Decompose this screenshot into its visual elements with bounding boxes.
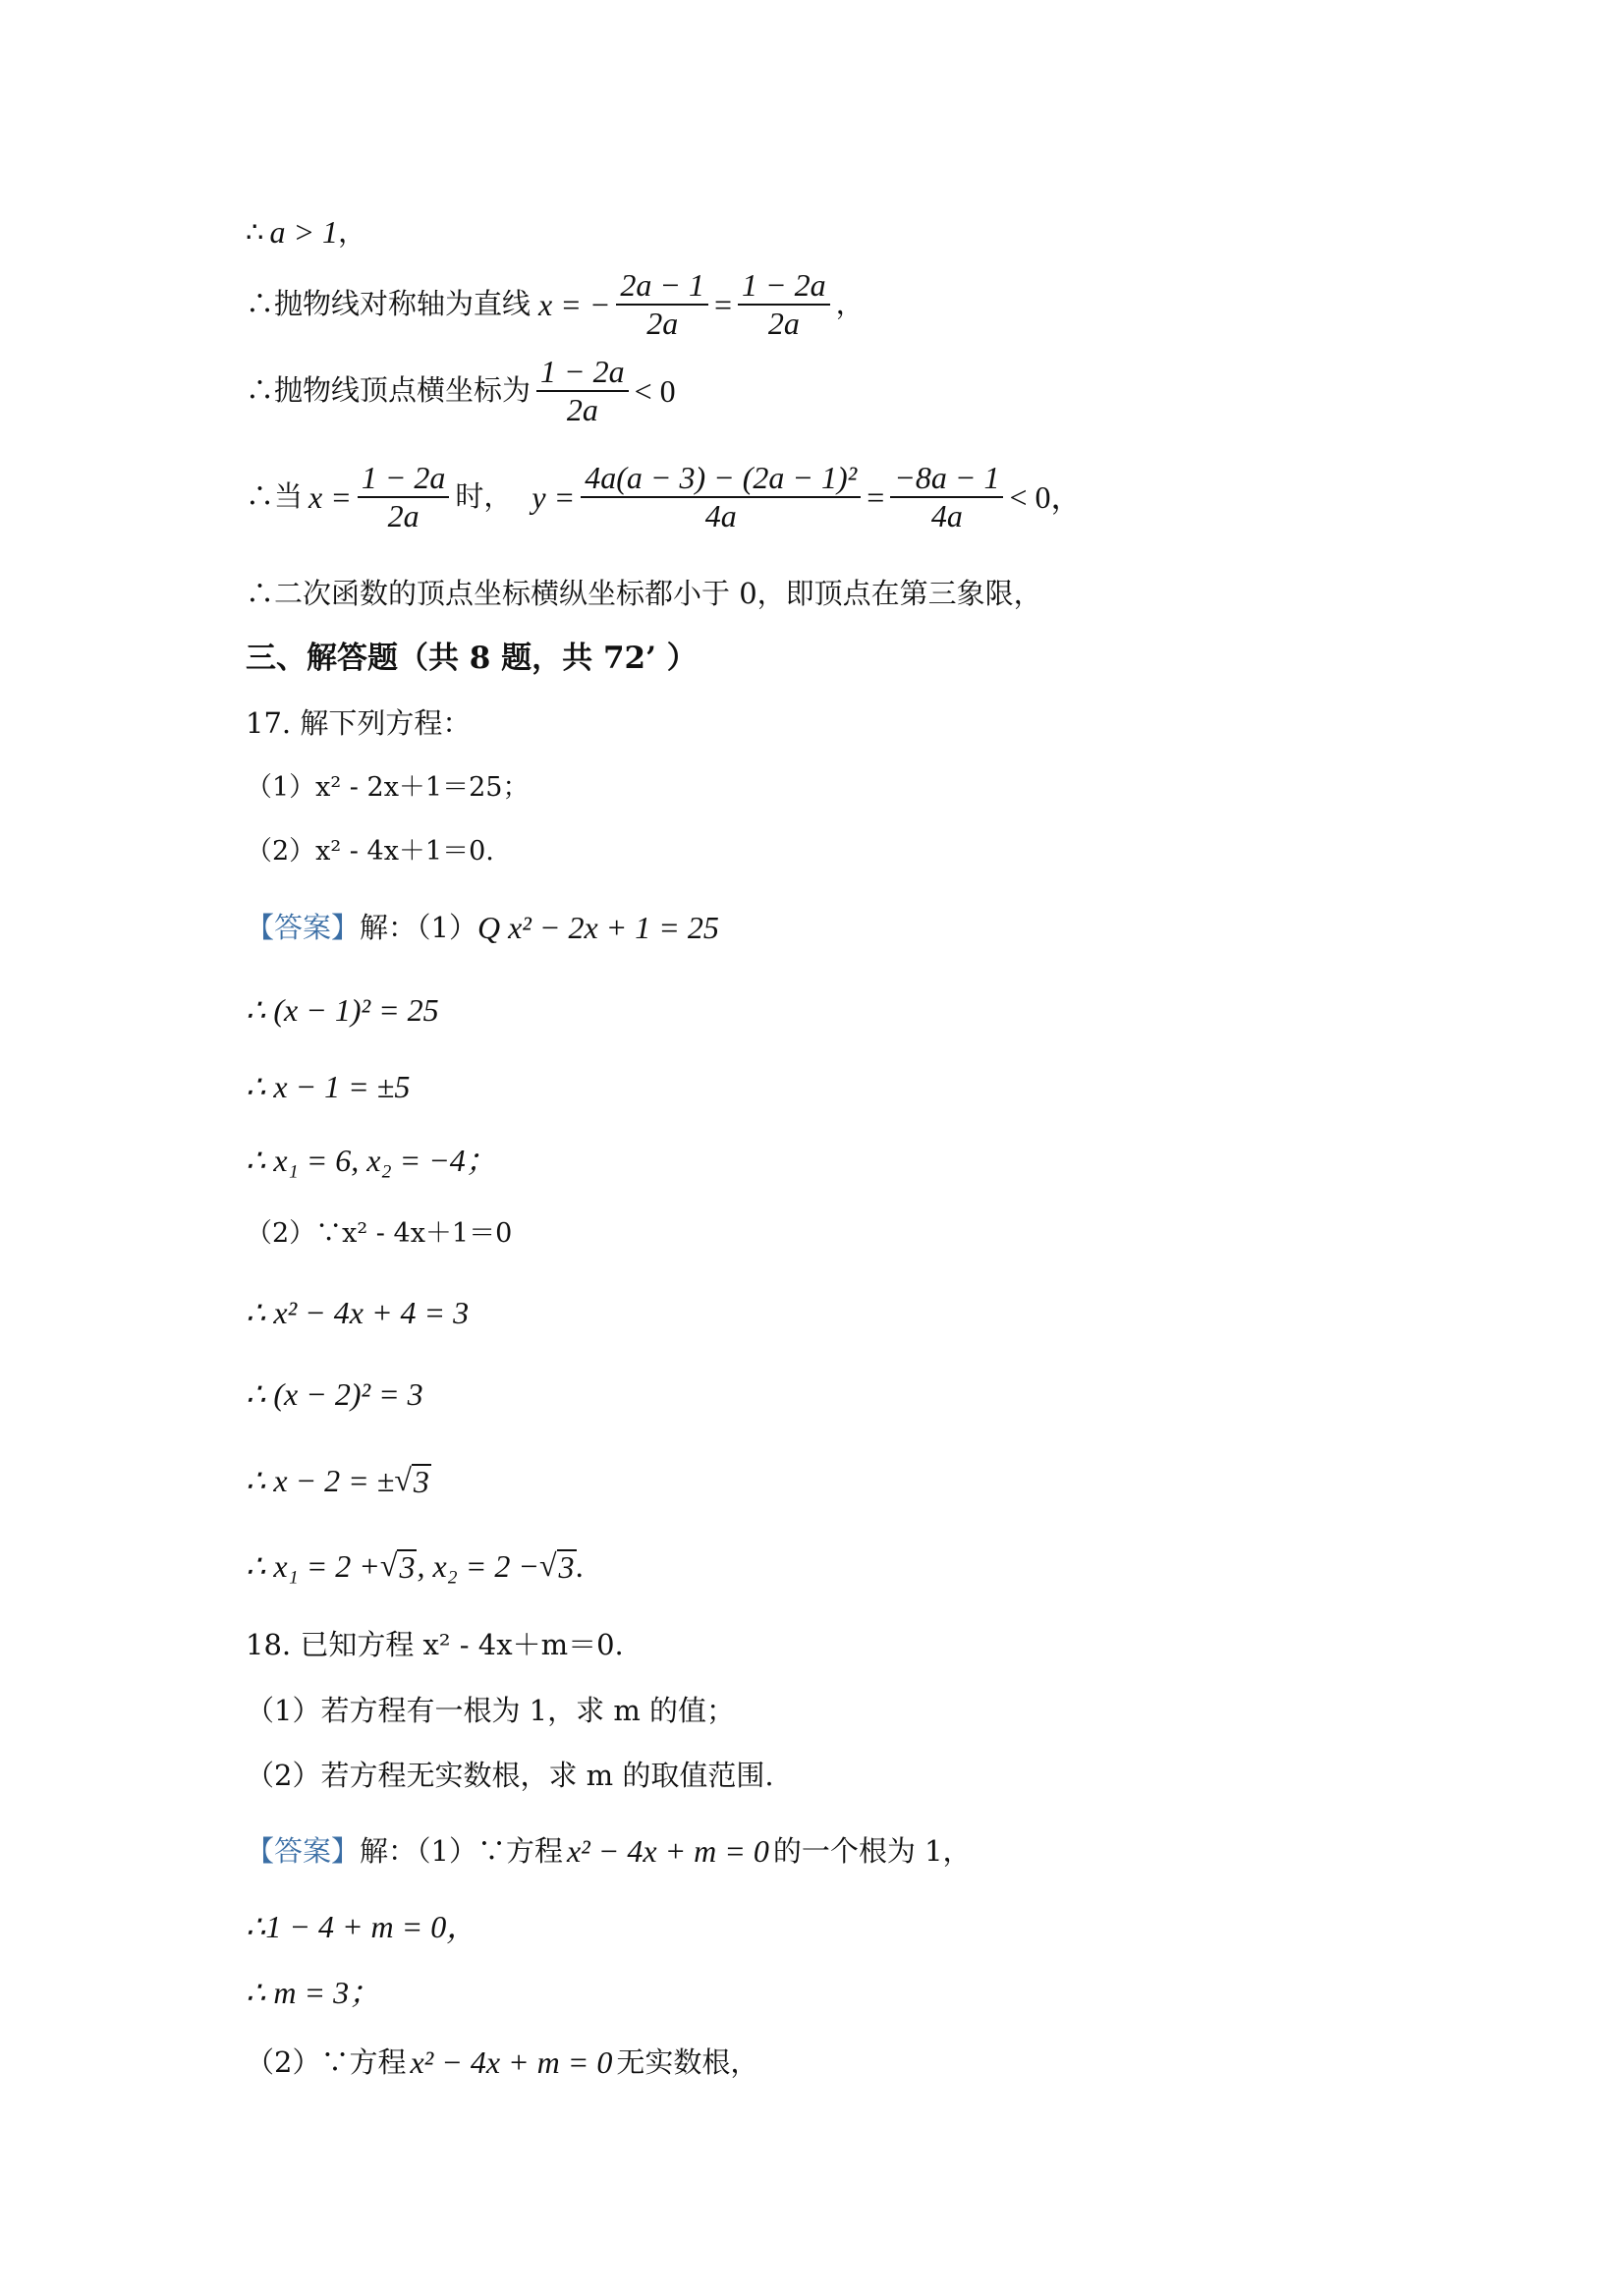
solution-line: [246, 1464, 431, 1497]
question-part: [246, 774, 529, 801]
answer-text: 解：（1）: [360, 910, 477, 944]
math-expression: ∴ x − 2 = ±: [246, 1463, 395, 1498]
question-text: （1）x² - 2x＋1＝25；: [246, 772, 530, 803]
fraction-numerator: −8a − 1: [894, 460, 1000, 495]
solution-line: [246, 267, 865, 342]
solution-line: [246, 1297, 469, 1328]
fraction-numerator: 1 − 2a: [361, 460, 446, 495]
equals-sign: =: [867, 478, 885, 515]
square-root: √ 3: [394, 1462, 429, 1499]
question-title: [246, 706, 472, 740]
question-text: 17. 解下列方程：: [246, 706, 472, 740]
math-expression: x² − 4x + m = 0: [410, 2044, 613, 2080]
radicand: 3: [399, 1549, 416, 1585]
math-expression: （2）∵x² - 4x＋1＝0: [246, 1218, 513, 1249]
line-text: ∴当: [246, 479, 304, 514]
solution-line: [246, 577, 1042, 610]
radicand: 3: [558, 1549, 575, 1585]
solution-line: [246, 994, 439, 1026]
fraction-denominator: 4a: [704, 497, 737, 533]
math-expression: ∴1 − 4 + m = 0，: [246, 1909, 478, 1944]
math-expression: y =: [532, 478, 576, 515]
solution-line: [246, 1911, 477, 1942]
fraction: [358, 460, 450, 534]
math-expression: ∴ (x − 1)² = 25: [246, 992, 439, 1028]
fraction-denominator: 2a: [387, 497, 420, 533]
answer-text: 解：（1）∵方程: [360, 1833, 563, 1868]
math-expression: ∴ x² − 4x + 4 = 3: [246, 1295, 470, 1330]
solution-line: [246, 1549, 585, 1583]
solution-line: [246, 1145, 497, 1176]
math-expression: x = −: [538, 286, 611, 322]
question-part: [246, 1694, 736, 1727]
question-part: [246, 1759, 774, 1792]
question-text: （1）若方程有一根为 1，求 m 的值；: [246, 1694, 736, 1727]
fraction-denominator: 4a: [930, 497, 963, 533]
question-text: （2）x² - 4x＋1＝0.: [246, 836, 494, 867]
math-expression: ∴ x − 1 = ±5: [246, 1069, 411, 1104]
solution-line: [246, 2046, 758, 2078]
heading-text: 三、解答题（共 8 题，共 72’ ）: [246, 641, 698, 676]
therefore-symbol: ∴: [246, 214, 264, 249]
section-heading: [246, 641, 698, 676]
math-expression: ∴ (x − 2)² = 3: [246, 1376, 423, 1412]
question-text: （2）若方程无实数根，求 m 的取值范围.: [246, 1759, 774, 1792]
math-expression: ∴ x₁ = 2 +: [246, 1548, 380, 1584]
math-expression: < 0: [634, 372, 676, 409]
solution-line: [246, 216, 366, 248]
answer-text: 的一个根为 1，: [772, 1833, 972, 1868]
solution-line: [246, 1071, 410, 1102]
math-expression: , x₂ = 2 −: [417, 1548, 539, 1584]
fraction-numerator: 4a(a − 3) − (2a − 1)²: [585, 460, 858, 495]
equals-sign: =: [714, 286, 733, 322]
answer-line: [246, 912, 719, 943]
fraction-numerator: 1 − 2a: [742, 267, 826, 303]
question-title: [246, 1628, 624, 1661]
math-expression: x² − 4x + m = 0: [566, 1833, 769, 1869]
fraction: [581, 460, 861, 534]
line-text: ∴抛物线顶点横坐标为: [246, 373, 532, 408]
answer-text: （2）∵方程: [246, 2044, 407, 2079]
line-text: ∴二次函数的顶点坐标横纵坐标都小于 0，即顶点在第三象限，: [246, 577, 1042, 610]
fraction: [536, 354, 629, 428]
line-text: ∴抛物线对称轴为直线: [246, 287, 532, 321]
punctuation: ，: [835, 287, 865, 321]
punctuation: ，: [338, 214, 367, 249]
fraction: [738, 267, 830, 342]
fraction: [890, 460, 1003, 534]
answer-line: [246, 1835, 972, 1867]
question-text: 18. 已知方程 x² - 4x＋m＝0.: [246, 1628, 624, 1661]
answer-tag: 【答案】: [246, 1833, 361, 1868]
fraction-denominator: 2a: [566, 391, 598, 427]
fraction-numerator: 2a − 1: [620, 267, 704, 303]
solution-line: [246, 1378, 423, 1410]
math-expression: ∴ x₁ = 6, x₂ = −4；: [246, 1143, 497, 1178]
line-text: 时，: [455, 479, 513, 514]
square-root: √ 3: [538, 1547, 575, 1585]
answer-tag: 【答案】: [246, 910, 361, 944]
fraction-numerator: 1 − 2a: [540, 354, 625, 389]
fraction: [616, 267, 708, 342]
punctuation: .: [576, 1548, 585, 1584]
square-root: √ 3: [379, 1547, 416, 1585]
fraction-denominator: 2a: [646, 305, 679, 341]
solution-line: [246, 460, 1083, 534]
solution-line: [246, 1220, 512, 1247]
answer-text: 无实数根，: [616, 2044, 759, 2079]
math-expression: < 0，: [1009, 478, 1083, 515]
solution-line: [246, 1977, 380, 2008]
radicand: 3: [413, 1464, 429, 1499]
solution-line: [246, 354, 676, 428]
math-expression: Q x² − 2x + 1 = 25: [476, 910, 719, 945]
fraction-denominator: 2a: [767, 305, 800, 341]
math-expression: ∴ m = 3；: [246, 1975, 381, 2010]
math-expression: a > 1: [269, 214, 339, 250]
math-expression: x =: [308, 478, 352, 515]
question-part: [246, 838, 494, 865]
